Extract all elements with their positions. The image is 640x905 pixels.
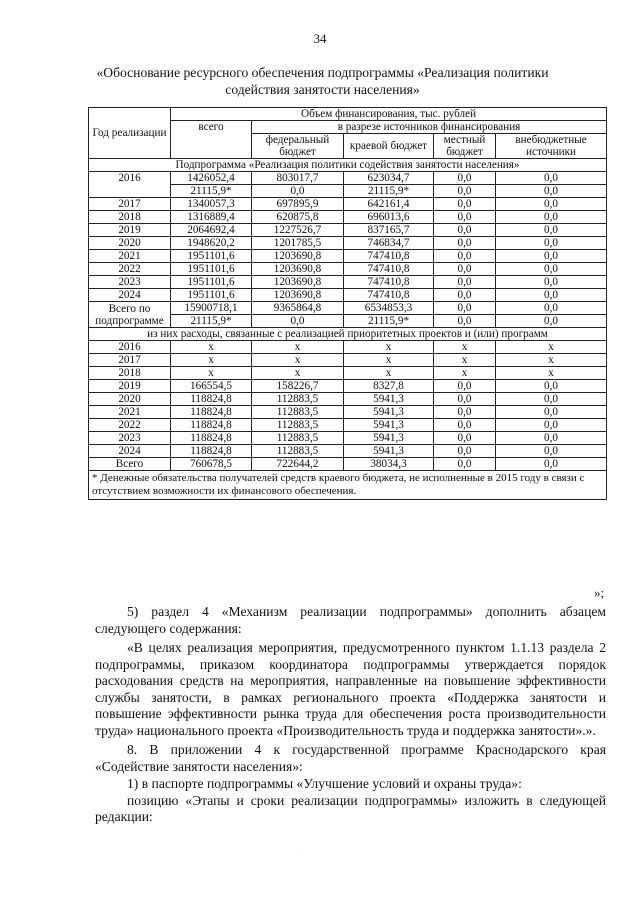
cell: 158226,7	[252, 380, 344, 393]
cell: 0,0	[496, 406, 607, 419]
cell: 118824,8	[171, 406, 252, 419]
cell: 747410,8	[344, 276, 434, 289]
year-cell: 2019	[89, 380, 171, 393]
cell: 21115,9*	[171, 185, 252, 198]
table-row	[89, 367, 607, 380]
cell: x	[496, 341, 607, 354]
year-cell: 2018	[89, 367, 171, 380]
paragraph-position: позицию «Этапы и сроки реализации подпрограммы» изложить в следующей редакции:	[95, 792, 606, 824]
section-subprogram: Подпрограмма «Реализация политики содействия занятости населения»	[89, 159, 607, 172]
table-row	[89, 380, 607, 393]
cell: 21115,9*	[344, 315, 434, 328]
cell: 0,0	[434, 224, 496, 237]
cell: 1426052,4	[171, 172, 252, 185]
paragraph-item-5: 5) раздел 4 «Механизм реализации подпрограммы» дополнить абзацем следующего содержания:	[95, 604, 606, 636]
table-row	[89, 289, 607, 302]
cell: 0,0	[496, 419, 607, 432]
cell: 0,0	[496, 432, 607, 445]
year-cell: 2016	[89, 172, 171, 198]
cell: 0,0	[434, 406, 496, 419]
cell: 620875,8	[252, 211, 344, 224]
footnote: * Денежные обязательства получателей средств краевого бюджета, не исполненные в 2015 году в связи с отсутствием возможности их финансового обеспечения.	[89, 471, 607, 500]
cell: 0,0	[434, 211, 496, 224]
cell: 6534853,3	[344, 302, 434, 315]
cell: 1948620,2	[171, 237, 252, 250]
cell: 5941,3	[344, 406, 434, 419]
body-text	[95, 604, 606, 826]
cell: 803017,7	[252, 172, 344, 185]
cell: x	[434, 367, 496, 380]
header-volume: Объем финансирования, тыс. рублей	[171, 108, 607, 121]
cell: 21115,9*	[171, 315, 252, 328]
cell: 0,0	[496, 393, 607, 406]
table-row	[89, 198, 607, 211]
cell: 0,0	[434, 276, 496, 289]
cell: 1203690,8	[252, 289, 344, 302]
cell: 8327,8	[344, 380, 434, 393]
cell: 1951101,6	[171, 263, 252, 276]
cell: 112883,5	[252, 432, 344, 445]
table-row	[89, 432, 607, 445]
paragraph-quote: «В целях реализация мероприятия, предусмотренного пунктом 1.1.13 раздела 2 подпрограммы, приказом координатора подпрограммы утверждается порядок расходования средств на мероприятия, направленные на повышение эффективности службы занятости, в рамках регионального проекта «Поддержка занятости и повышение эффективности рынка труда для обеспечения роста производительности труда» национального проекта «Производительность труда и поддержка занятости».».	[95, 640, 606, 738]
cell: 0,0	[496, 185, 607, 198]
cell: 0,0	[496, 250, 607, 263]
cell: 746834,7	[344, 237, 434, 250]
cell: x	[434, 354, 496, 367]
cell: 0,0	[496, 302, 607, 315]
year-cell: Всего	[89, 458, 171, 471]
cell: 112883,5	[252, 393, 344, 406]
paragraph-passport: 1) в паспорте подпрограммы «Улучшение условий и охраны труда»:	[127, 776, 522, 791]
cell: 21115,9*	[344, 185, 434, 198]
cell: 747410,8	[344, 263, 434, 276]
financing-table	[88, 107, 607, 500]
cell: 118824,8	[171, 393, 252, 406]
cell: 0,0	[496, 172, 607, 185]
cell: 112883,5	[252, 445, 344, 458]
cell: 5941,3	[344, 445, 434, 458]
cell: x	[171, 367, 252, 380]
cell: 722644,2	[252, 458, 344, 471]
table-row	[89, 354, 607, 367]
cell: x	[171, 354, 252, 367]
cell: 0,0	[434, 315, 496, 328]
cell: x	[496, 354, 607, 367]
cell: x	[344, 341, 434, 354]
cell: 15900718,1	[171, 302, 252, 315]
cell: 112883,5	[252, 419, 344, 432]
cell: 0,0	[496, 198, 607, 211]
cell: 1203690,8	[252, 263, 344, 276]
cell: 118824,8	[171, 445, 252, 458]
cell: 0,0	[434, 198, 496, 211]
cell: 1951101,6	[171, 250, 252, 263]
cell: 1203690,8	[252, 250, 344, 263]
cell: 0,0	[252, 315, 344, 328]
cell: 623034,7	[344, 172, 434, 185]
header-federal: федеральный бюджет	[252, 134, 344, 159]
cell: 0,0	[496, 458, 607, 471]
cell: 118824,8	[171, 419, 252, 432]
cell: 760678,5	[171, 458, 252, 471]
cell: x	[434, 341, 496, 354]
table-row	[89, 458, 607, 471]
cell: 0,0	[434, 458, 496, 471]
cell: x	[496, 367, 607, 380]
year-cell: 2022	[89, 263, 171, 276]
table-row	[89, 224, 607, 237]
header-local: местный бюджет	[434, 134, 496, 159]
cell: 118824,8	[171, 432, 252, 445]
cell: 0,0	[496, 276, 607, 289]
cell: 5941,3	[344, 432, 434, 445]
cell: 696013,6	[344, 211, 434, 224]
cell: 38034,3	[344, 458, 434, 471]
year-cell: 2020	[89, 393, 171, 406]
cell: 2064692,4	[171, 224, 252, 237]
year-cell: 2021	[89, 250, 171, 263]
cell: 0,0	[496, 289, 607, 302]
table-row	[89, 237, 607, 250]
cell: 0,0	[434, 380, 496, 393]
table-row	[89, 406, 607, 419]
cell: 5941,3	[344, 393, 434, 406]
year-cell: 2023	[89, 432, 171, 445]
cell: 0,0	[434, 445, 496, 458]
cell: 1951101,6	[171, 289, 252, 302]
cell: 0,0	[434, 172, 496, 185]
scan-mark: ·	[301, 846, 303, 852]
year-cell: 2019	[89, 224, 171, 237]
cell: 0,0	[434, 185, 496, 198]
table-row	[89, 263, 607, 276]
cell: 1201785,5	[252, 237, 344, 250]
year-cell: 2024	[89, 289, 171, 302]
cell: 0,0	[434, 237, 496, 250]
paragraph-item-8: 8. В приложении 4 к государственной программе Краснодарского края «Содействие занятости населения»:	[95, 742, 606, 774]
year-cell: 2018	[89, 211, 171, 224]
cell: 1316889,4	[171, 211, 252, 224]
header-regional: краевой бюджет	[344, 134, 434, 159]
cell: 0,0	[496, 315, 607, 328]
year-cell: 2022	[89, 419, 171, 432]
cell: 1951101,6	[171, 276, 252, 289]
section-priority-projects: из них расходы, связанные с реализацией приоритетных проектов и (или) программ	[89, 328, 607, 341]
cell: 112883,5	[252, 406, 344, 419]
table-row	[89, 341, 607, 354]
cell: 642161,4	[344, 198, 434, 211]
cell: x	[252, 367, 344, 380]
cell: 1203690,8	[252, 276, 344, 289]
year-cell: 2023	[89, 276, 171, 289]
cell: x	[344, 354, 434, 367]
cell: 0,0	[434, 250, 496, 263]
table-row	[89, 445, 607, 458]
table-row	[89, 250, 607, 263]
cell: 0,0	[496, 380, 607, 393]
header-year: Год реализации	[89, 108, 171, 159]
header-total: всего	[171, 121, 252, 159]
year-cell: 2017	[89, 354, 171, 367]
table-row	[89, 419, 607, 432]
cell: 0,0	[434, 289, 496, 302]
cell: x	[252, 341, 344, 354]
cell: 0,0	[496, 237, 607, 250]
cell: 0,0	[496, 445, 607, 458]
cell: x	[344, 367, 434, 380]
cell: 0,0	[434, 419, 496, 432]
table-row	[89, 276, 607, 289]
cell: 1340057,3	[171, 198, 252, 211]
page-number: 34	[313, 31, 327, 46]
cell: 0,0	[434, 263, 496, 276]
header-extrabudget: внебюджетные источники	[496, 134, 607, 159]
cell: 747410,8	[344, 250, 434, 263]
cell: 5941,3	[344, 419, 434, 432]
cell: 0,0	[252, 185, 344, 198]
cell: 9365864,8	[252, 302, 344, 315]
year-cell: 2020	[89, 237, 171, 250]
total-label: Всего по подпрограмме	[89, 302, 171, 328]
closing-quote: »;	[594, 585, 605, 600]
cell: 0,0	[496, 263, 607, 276]
table-row	[89, 211, 607, 224]
cell: 166554,5	[171, 380, 252, 393]
year-cell: 2024	[89, 445, 171, 458]
cell: 1227526,7	[252, 224, 344, 237]
cell: x	[171, 341, 252, 354]
year-cell: 2017	[89, 198, 171, 211]
cell: 837165,7	[344, 224, 434, 237]
table-row	[89, 393, 607, 406]
table-title: «Обоснование ресурсного обеспечения подпрограммы «Реализация политики содействия занятости населения»	[96, 65, 549, 97]
year-cell: 2021	[89, 406, 171, 419]
header-by-source: в разрезе источников финансирования	[252, 121, 607, 134]
cell: 0,0	[496, 211, 607, 224]
cell: x	[252, 354, 344, 367]
cell: 0,0	[434, 432, 496, 445]
cell: 0,0	[496, 224, 607, 237]
cell: 747410,8	[344, 289, 434, 302]
cell: 697895,9	[252, 198, 344, 211]
cell: 0,0	[434, 302, 496, 315]
cell: 0,0	[434, 393, 496, 406]
year-cell: 2016	[89, 341, 171, 354]
